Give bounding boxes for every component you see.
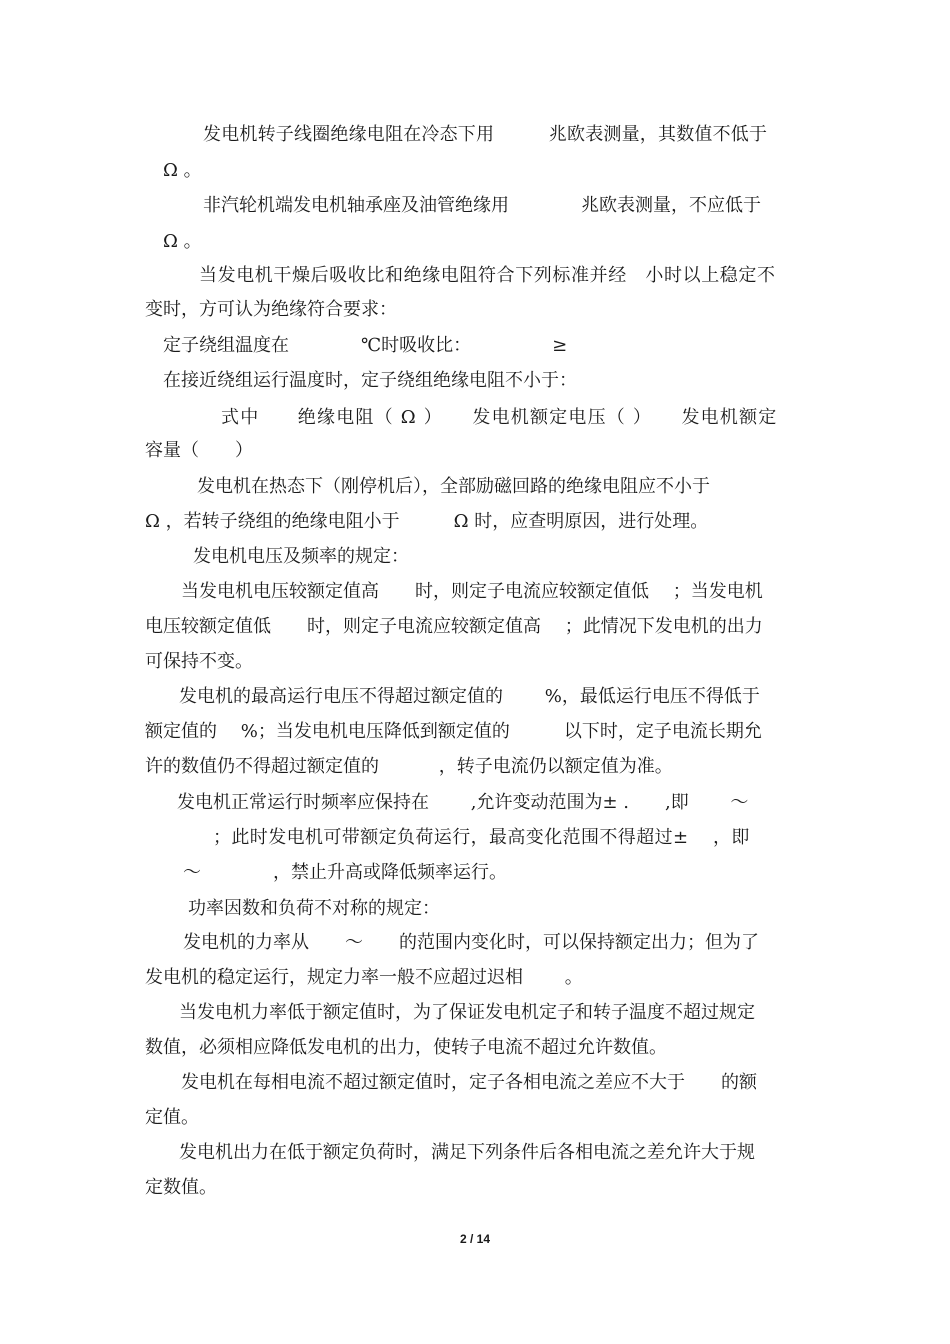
text-line: 发电机电压及频率的规定： bbox=[193, 546, 409, 567]
text-line: 定子绕组温度在 ℃时吸收比： ≥ bbox=[163, 335, 568, 356]
text-line: 式中 绝缘电阻（ Ω ） 发电机额定电压（ ） 发电机额定 bbox=[221, 407, 778, 428]
text-line: 定值。 bbox=[145, 1107, 199, 1128]
text-line: 变时，方可认为绝缘符合要求： bbox=[145, 299, 397, 320]
text-line: 当发电机电压较额定值高 时，则定子电流应较额定值低 ；当发电机 bbox=[181, 581, 763, 602]
text-line: 可保持不变。 bbox=[145, 651, 253, 672]
text-line: 发电机转子线圈绝缘电阻在冷态下用 兆欧表测量，其数值不低于 bbox=[203, 124, 768, 145]
text-line: 容量（ ） bbox=[145, 440, 253, 461]
text-line: ；此时发电机可带额定负荷运行，最高变化范围不得超过± ，即 bbox=[213, 827, 750, 848]
text-line: 功率因数和负荷不对称的规定： bbox=[188, 898, 440, 919]
text-line: ～ ，禁止升高或降低频率运行。 bbox=[183, 862, 507, 883]
text-line: 定数值。 bbox=[145, 1177, 217, 1198]
text-line: 数值，必须相应降低发电机的出力，使转子电流不超过允许数值。 bbox=[145, 1037, 667, 1058]
text-line: 发电机正常运行时频率应保持在 ,允许变动范围为± . ,即 ～ bbox=[177, 792, 749, 813]
text-line: 发电机的最高运行电压不得超过额定值的 %，最低运行电压不得低于 bbox=[179, 686, 760, 707]
page-number: 2 / 14 bbox=[459, 1232, 491, 1246]
text-line: 额定值的 %；当发电机电压降低到额定值的 以下时，定子电流长期允 bbox=[145, 721, 762, 742]
text-line: 当发电机力率低于额定值时，为了保证发电机定子和转子温度不超过规定 bbox=[179, 1002, 755, 1023]
text-line: 发电机的力率从 ～ 的范围内变化时，可以保持额定出力；但为了 bbox=[183, 932, 759, 953]
text-line: Ω 。 bbox=[163, 160, 202, 181]
text-line: Ω 。 bbox=[163, 231, 202, 252]
text-line: Ω ，若转子绕组的绝缘电阻小于 Ω 时，应查明原因，进行处理。 bbox=[145, 511, 709, 532]
text-line: 许的数值仍不得超过额定值的 ，转子电流仍以额定值为准。 bbox=[145, 756, 673, 777]
text-line: 当发电机干燥后吸收比和绝缘电阻符合下列标准并经 小时以上稳定不 bbox=[199, 265, 776, 286]
text-line: 非汽轮机端发电机轴承座及油管绝缘用 兆欧表测量，不应低于 bbox=[203, 195, 761, 216]
text-line: 发电机的稳定运行，规定力率一般不应超过迟相 。 bbox=[145, 967, 583, 988]
text-line: 在接近绕组运行温度时，定子绕组绝缘电阻不小于： bbox=[163, 370, 577, 391]
text-line: 发电机出力在低于额定负荷时，满足下列条件后各相电流之差允许大于规 bbox=[179, 1142, 755, 1163]
text-line: 电压较额定值低 时，则定子电流应较额定值高 ；此情况下发电机的出力 bbox=[145, 616, 763, 637]
text-line: 发电机在每相电流不超过额定值时，定子各相电流之差应不大于 的额 bbox=[181, 1072, 757, 1093]
text-line: 发电机在热态下（刚停机后），全部励磁回路的绝缘电阻应不小于 bbox=[197, 476, 710, 497]
